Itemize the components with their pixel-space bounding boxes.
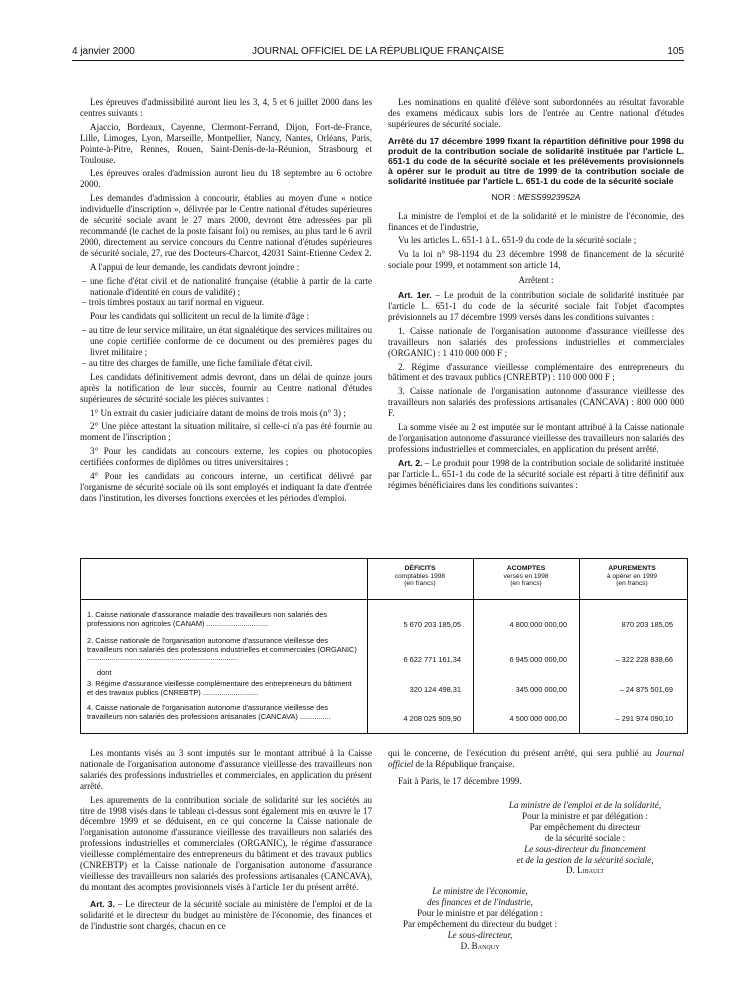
nor-code: MESS9923952A	[517, 191, 581, 202]
done-at: Fait à Paris, le 17 décembre 1999.	[398, 775, 522, 786]
paragraph: 3. Caisse nationale de l'organisation autonome d'assurance vieillesse des travailleurs non salariés des professions artisanales (CANCAVA) : 800 000 000 F.	[388, 386, 684, 419]
list	[80, 276, 372, 309]
column-header-sub: à opérer en 1999	[606, 572, 658, 580]
list-item: – trois timbres postaux au tarif normal en vigueur.	[82, 297, 265, 308]
paragraph: Les candidats définitivement admis devront, dans un délai de quinze jours après la notification de leur succès, fournir au Centre national d'études supérieures de sécurité sociale les pièces suivantes :	[80, 371, 372, 404]
paragraph: Les demandes d'admission à concourir, établies au moyen d'une « notice individuelle d'inscription », délivrée par le Centre national d'études supérieures de sécurité sociale avant le 27 mars 2000, devront être adressées par pli recommandé (le cachet de la poste faisant foi) ou remises, au plus tard le 6 avril 2000, directement au service concours du Centre national d'études supérieures de sécurité sociale, 27, rue des Docteurs-Charcot, 42031 Saint-Etienne Cedex 2.	[80, 193, 372, 258]
paragraph: La ministre de l'emploi et de la solidarité et le ministre de l'économie, des finances et de l'industrie,	[388, 210, 684, 232]
decree-title: Arrêté du 17 décembre 1999 fixant la répartition définitive pour 1998 du produit de la contribution sociale de solidarité instituée par l'article L. 651-1 du code de la sécurité sociale et les prélèvements provisionnels à opérer sur le produit au titre de 1999 de la contribution sociale de solidarité instituée par l'article L. 651-1 du code de la sécurité sociale	[388, 135, 684, 186]
column-header-deficits	[367, 565, 473, 588]
signature-block-2	[380, 886, 580, 951]
column-header-sub: comptables 1998	[394, 572, 446, 580]
article-label: Art. 1er.	[398, 290, 432, 301]
table-header-rule	[81, 599, 687, 600]
article-1	[388, 290, 684, 323]
column-header-unit: (en francs)	[616, 580, 648, 587]
paragraph: A l'appui de leur demande, les candidats devront joindre :	[90, 261, 300, 272]
cell-deficit: 4 208 025 909,90	[403, 714, 461, 723]
paragraph: Les apurements de la contribution sociale de solidarité sur les sociétés au titre de 1998 visés dans le tableau ci-dessus sont également mis en œuvre le 17 décembre 1999 et se déduisent, en ce qui concerne la Caisse nationale de l'organisation autonome d'assurance vieillesse des travailleurs non salariés des professions industrielles et commerciales (ORGANIC), le régime d'assurance vieillesse complémentaire des entrepreneurs du bâtiment et des travaux publics (CNREBTP) et la Caisse nationale de l'organisation autonome d'assurance vieillesse des travailleurs non salariés des professions artisanales (CANCAVA), du montant des acomptes provisionnels visés à l'article 1er du présent arrêté.	[80, 794, 372, 892]
paragraph: Les épreuves d'admissibilité auront lieu les 3, 4, 5 et 6 juillet 2000 dans les centres suivants :	[80, 97, 372, 118]
cell-acompte: 6 945 000 000,00	[509, 655, 567, 664]
header-date: 4 janvier 2000	[72, 46, 135, 57]
article-label: Art. 3.	[90, 898, 115, 909]
cell-acompte: 345 000 000,00	[515, 685, 567, 694]
signature-role: La ministre de l'emploi et de la solidarité,	[508, 800, 662, 810]
article-text: – Le directeur de la sécurité sociale au ministère de l'emploi et de la solidarité et le directeur du budget au ministère de l'économie, des finances et de l'industrie sont chargés, chacun en ce	[80, 898, 372, 931]
paragraph: Les épreuves orales d'admission auront lieu du 18 septembre au 6 octobre 2000.	[80, 168, 372, 190]
left-column	[80, 97, 372, 507]
list-item: – au titre de leur service militaire, un état signalétique des services militaires ou une copie certifiée conforme de ce document ou des premières pages du livret militaire ;	[82, 325, 372, 358]
article-3	[80, 899, 372, 932]
signature-line: de la sécurité sociale :	[544, 832, 626, 843]
signature-role: et de la gestion de la sécurité sociale,	[516, 854, 654, 865]
column-header-apurements	[579, 565, 685, 588]
cell-acompte: 4 800 000 000,00	[509, 620, 567, 629]
signature-line: Par empêchement du directeur	[529, 821, 641, 832]
row-label: 1. Caisse nationale d'assurance maladie des travailleurs non salariés des professions non agricoles (CANAM) ..............................	[87, 610, 328, 628]
cell-apurement: – 291 974 090,10	[615, 714, 673, 723]
nor-reference	[388, 192, 684, 203]
header-rule	[72, 60, 684, 61]
nor-label: NOR :	[491, 191, 516, 202]
row-label: 4. Caisse nationale de l'organisation autonome d'assurance vieillesse des travailleurs non salariés des professions artisanales (CANCAVA) ...............	[87, 703, 331, 721]
column-header-unit: (en francs)	[404, 580, 436, 587]
text: de la République française.	[413, 758, 515, 769]
cell-acompte: 4 500 000 000,00	[509, 714, 567, 723]
page-number: 105	[667, 46, 684, 57]
paragraph: 2° Une pièce attestant la situation militaire, si celle-ci n'a pas été fournie au moment de l'inscription ;	[80, 421, 372, 443]
row-label: 3. Régime d'assurance vieillesse complémentaire des entrepreneurs du bâtiment et des travaux publics (CNREBTP) ...........................	[87, 679, 352, 697]
list-item: – une fiche d'état civil et de nationalité française (établie à partir de la carte nationale d'identité en cours de validité) ;	[82, 275, 372, 297]
paragraph	[388, 748, 684, 770]
paragraph: Ajaccio, Bordeaux, Cayenne, Clermont-Ferrand, Dijon, Fort-de-France, Lille, Limoges, Lyon, Marseille, Montpellier, Nancy, Nantes, Orléans, Paris, Pointe-à-Pitre, Rennes, Rouen, Saint-Denis-de-la-Réunion, Strasbourg et Toulouse.	[80, 121, 372, 165]
cell-apurement: 870 203 185,05	[621, 620, 673, 629]
paragraph: 1° Un extrait du casier judiciaire datant de moins de trois mois (n° 3) ;	[90, 407, 346, 418]
signatory-name: D. Banquy	[460, 940, 500, 951]
bottom-right-column	[388, 748, 684, 790]
paragraph: 3° Pour les candidats au concours externe, les copies ou photocopies certifiées conformes de diplômes ou titres universitaires ;	[80, 446, 372, 468]
arretent-heading: Arrêtent :	[518, 275, 554, 286]
journal-name: Journal officiel	[388, 748, 684, 769]
header-title: JOURNAL OFFICIEL DE LA RÉPUBLIQUE FRANÇAISE	[251, 46, 505, 57]
row-label: dont	[97, 668, 112, 677]
article-text: – Le produit pour 1998 de la contribution sociale de solidarité instituée par l'article L. 651-1 du code de la sécurité sociale est réparti à titre définitif aux régimes bénéficiaires dans les conditions suivantes :	[388, 457, 684, 490]
paragraph: Les nominations en qualité d'élève sont subordonnées au résultat favorable des examens médicaux subis lors de l'entrée au Centre national d'études supérieures de sécurité sociale.	[388, 97, 684, 129]
signature-role: des finances et de l'industrie,	[427, 896, 533, 907]
cell-apurement: – 24 875 501,69	[619, 685, 673, 694]
paragraph: Vu les articles L. 651-1 à L. 651-9 du code de la sécurité sociale ;	[398, 235, 637, 246]
column-header-unit: (en francs)	[510, 580, 542, 587]
signature-line: Pour le ministre et par délégation :	[417, 907, 543, 918]
signature-line: Pour la ministre et par délégation :	[522, 810, 648, 821]
paragraph: La somme visée au 2 est imputée sur le montant attribué à la Caisse nationale de l'organisation autonome d'assurance vieillesse des travailleurs non salariés des professions industrielles et commerciales, en application du présent arrêté.	[388, 422, 684, 454]
paragraph: Pour les candidats qui sollicitent un recul de la limite d'âge :	[90, 311, 310, 322]
column-header-title: ACOMPTES	[506, 565, 546, 572]
list	[80, 325, 372, 369]
paragraph: Vu la loi n° 98-1194 du 23 décembre 1998 de financement de la sécurité sociale pour 1999, et notamment son article 14,	[388, 249, 684, 271]
signature-line: Par empêchement du directeur du budget :	[402, 918, 558, 929]
column-header-sub: versés en 1998	[503, 572, 549, 580]
cell-deficit: 5 670 203 185,05	[403, 620, 461, 629]
bottom-left-column	[80, 748, 372, 935]
article-2	[388, 458, 684, 491]
row-label: 2. Caisse nationale de l'organisation autonome d'assurance vieillesse des travailleurs non salariés des professions industrielles et commerciales (ORGANIC) .........................................................................	[87, 636, 357, 663]
column-header-acomptes	[473, 565, 579, 588]
cell-deficit: 6 622 771 161,34	[403, 655, 461, 664]
paragraph: 4° Pour les candidats au concours interne, un certificat délivré par l'organisme de sécurité sociale où ils sont employés et indiquant la date d'entrée dans l'institution, les diverses fonctions exercées et les périodes d'emploi.	[80, 471, 372, 503]
cell-deficit: 320 124 498,31	[409, 685, 461, 694]
paragraph: Les montants visés au 3 sont imputés sur le montant attribué à la Caisse nationale de l'organisation autonome d'assurance vieillesse des travailleurs non salariés des professions industrielles et commerciales, en application du présent arrêté.	[80, 748, 372, 791]
article-label: Art. 2.	[398, 457, 423, 468]
paragraph: 2. Régime d'assurance vieillesse complémentaire des entrepreneurs du bâtiment et des travaux publics (CNREBTP) : 110 000 000 F ;	[388, 361, 684, 383]
cell-apurement: – 322 228 838,66	[615, 655, 673, 664]
text: qui le concerne, de l'exécution du présent arrêté, qui sera publié au	[388, 748, 656, 758]
distribution-table	[80, 558, 688, 734]
right-column	[388, 97, 684, 493]
column-header-title: APUREMENTS	[608, 565, 656, 572]
list-item: – au titre des charges de famille, une fiche familiale d'état civil.	[82, 357, 313, 368]
paragraph: 1. Caisse nationale de l'organisation autonome d'assurance vieillesse des travailleurs non salariés des professions industrielles et commerciales (ORGANIC) : 1 410 000 000 F ;	[388, 325, 684, 358]
column-header-title: DÉFICITS	[404, 565, 436, 572]
signature-role: Le sous-directeur,	[447, 929, 513, 940]
signature-role: Le ministre de l'économie,	[432, 886, 528, 896]
signature-block-1	[470, 800, 700, 876]
signature-role: Le sous-directeur du financement	[524, 843, 646, 854]
article-text: – Le produit de la contribution sociale de solidarité instituée par l'article L. 651-1 du code de la sécurité sociale fait l'objet d'acomptes prévisionnels au 17 décembre 1999 versés dans les conditions suivantes :	[388, 290, 684, 322]
signatory-name: D. Libault	[565, 865, 605, 876]
